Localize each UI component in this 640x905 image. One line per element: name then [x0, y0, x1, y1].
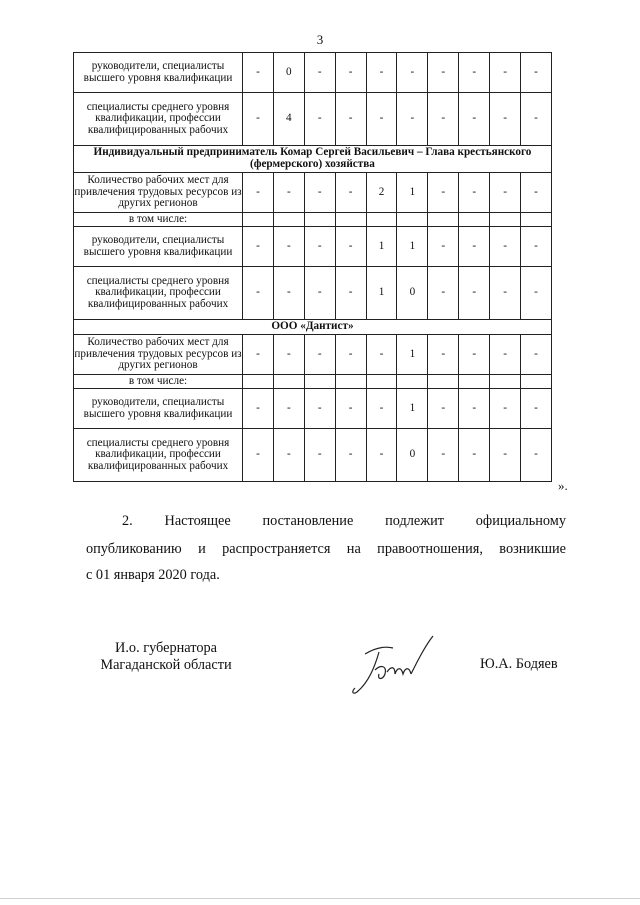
table-cell: - — [243, 227, 274, 267]
row-label: специалисты среднего уровня квалификации, профессии квалифицированных рабочих — [74, 267, 243, 320]
table-cell: - — [490, 389, 521, 429]
table-cell: - — [397, 53, 428, 93]
table-cell: - — [459, 429, 490, 482]
handwritten-signature — [345, 632, 445, 702]
empty-cell — [459, 375, 490, 389]
table-cell: - — [521, 335, 552, 375]
paragraph-line-3: с 01 января 2020 года. — [86, 567, 220, 583]
table-cell: - — [273, 335, 304, 375]
table-cell: - — [521, 173, 552, 213]
empty-cell — [335, 375, 366, 389]
table-cell: - — [243, 267, 274, 320]
table-cell: - — [459, 227, 490, 267]
empty-cell — [243, 213, 274, 227]
empty-cell — [521, 213, 552, 227]
table-cell: - — [335, 389, 366, 429]
empty-cell — [273, 213, 304, 227]
table-cell: - — [304, 267, 335, 320]
empty-cell — [490, 213, 521, 227]
table-cell: - — [304, 173, 335, 213]
table-cell: - — [273, 173, 304, 213]
subheader-row — [74, 375, 552, 389]
page-number: 3 — [316, 32, 324, 47]
paragraph-line-2: опубликованию и распространяется на правоотношения, возникшие — [86, 541, 566, 557]
table-cell: 1 — [397, 335, 428, 375]
table-row — [74, 173, 552, 213]
signatory-title — [0, 640, 332, 674]
table-cell: - — [521, 53, 552, 93]
table-cell: - — [428, 429, 459, 482]
table-cell: - — [273, 389, 304, 429]
table-cell: - — [304, 335, 335, 375]
table-cell: - — [490, 173, 521, 213]
empty-cell — [335, 213, 366, 227]
table-cell: - — [459, 53, 490, 93]
table-cell: - — [243, 389, 274, 429]
table-cell: - — [304, 227, 335, 267]
table-cell: - — [459, 335, 490, 375]
table-cell: - — [335, 173, 366, 213]
row-label: Количество рабочих мест для привлечения трудовых ресурсов из других регионов — [74, 335, 243, 375]
table-cell: - — [428, 173, 459, 213]
table-row — [74, 429, 552, 482]
empty-cell — [490, 375, 521, 389]
table-cell: 0 — [273, 53, 304, 93]
table-cell: - — [335, 267, 366, 320]
empty-cell — [304, 213, 335, 227]
table-cell: 1 — [397, 227, 428, 267]
table-cell: - — [273, 429, 304, 482]
table-cell: - — [335, 53, 366, 93]
subheader-row — [74, 213, 552, 227]
table-cell: - — [490, 93, 521, 146]
table-row — [74, 227, 552, 267]
table-cell: - — [243, 173, 274, 213]
row-label: специалисты среднего уровня квалификации, профессии квалифицированных рабочих — [74, 93, 243, 146]
subheader-label: в том числе: — [74, 375, 243, 389]
footer-divider — [0, 898, 640, 899]
table-cell: - — [243, 53, 274, 93]
table-cell: - — [521, 267, 552, 320]
table-cell: - — [366, 93, 397, 146]
employment-table — [73, 52, 552, 482]
section-title: Индивидуальный предприниматель Комар Сергей Васильевич – Глава крестьянского (фермерского) хозяйства — [74, 146, 552, 173]
table-row — [74, 389, 552, 429]
table-cell: - — [490, 429, 521, 482]
table-cell: - — [243, 335, 274, 375]
table-cell: - — [335, 227, 366, 267]
table-cell: - — [459, 93, 490, 146]
empty-cell — [366, 375, 397, 389]
section-title: ООО «Дантист» — [74, 320, 552, 335]
empty-cell — [397, 375, 428, 389]
table-cell: 1 — [397, 173, 428, 213]
row-label: Количество рабочих мест для привлечения трудовых ресурсов из других регионов — [74, 173, 243, 213]
table-cell: - — [521, 227, 552, 267]
table-cell: - — [521, 429, 552, 482]
row-label: руководители, специалисты высшего уровня квалификации — [74, 53, 243, 93]
table-cell: - — [490, 53, 521, 93]
table-cell: - — [521, 389, 552, 429]
table-cell: 1 — [397, 389, 428, 429]
table-cell: - — [428, 227, 459, 267]
table-cell: 0 — [397, 429, 428, 482]
table-cell: - — [273, 267, 304, 320]
table-cell: 1 — [366, 267, 397, 320]
table-cell: - — [243, 93, 274, 146]
table-cell: - — [428, 389, 459, 429]
table-cell: - — [459, 389, 490, 429]
empty-cell — [366, 213, 397, 227]
empty-cell — [243, 375, 274, 389]
empty-cell — [521, 375, 552, 389]
empty-cell — [397, 213, 428, 227]
section-row — [74, 320, 552, 335]
row-label: специалисты среднего уровня квалификации, профессии квалифицированных рабочих — [74, 429, 243, 482]
closing-quote: ». — [558, 478, 568, 493]
empty-cell — [273, 375, 304, 389]
table-cell: - — [428, 267, 459, 320]
table-cell: - — [459, 173, 490, 213]
subheader-label: в том числе: — [74, 213, 243, 227]
table-cell: - — [304, 93, 335, 146]
table-row — [74, 53, 552, 93]
table-cell: - — [335, 335, 366, 375]
empty-cell — [304, 375, 335, 389]
table-cell: - — [428, 335, 459, 375]
empty-cell — [428, 213, 459, 227]
table-cell: - — [490, 267, 521, 320]
paragraph-line-1: 2. Настоящее постановление подлежит официальному — [122, 513, 566, 529]
table-cell: - — [335, 429, 366, 482]
table-row — [74, 267, 552, 320]
table-cell: - — [428, 93, 459, 146]
table-cell: - — [366, 429, 397, 482]
table-row — [74, 335, 552, 375]
section-row — [74, 146, 552, 173]
table-cell: 2 — [366, 173, 397, 213]
table-cell: - — [335, 93, 366, 146]
row-label: руководители, специалисты высшего уровня квалификации — [74, 389, 243, 429]
row-label: руководители, специалисты высшего уровня квалификации — [74, 227, 243, 267]
table-cell: - — [366, 53, 397, 93]
table-cell: - — [243, 429, 274, 482]
table-cell: - — [366, 389, 397, 429]
table-cell: 1 — [366, 227, 397, 267]
table-cell: 4 — [273, 93, 304, 146]
signatory-name: Ю.А. Бодяев — [480, 656, 558, 672]
table-cell: - — [521, 93, 552, 146]
table-cell: - — [304, 429, 335, 482]
table-cell: - — [459, 267, 490, 320]
table-cell: - — [428, 53, 459, 93]
empty-cell — [459, 213, 490, 227]
table-cell: - — [490, 335, 521, 375]
table-cell: - — [397, 93, 428, 146]
empty-cell — [428, 375, 459, 389]
table-cell: - — [304, 389, 335, 429]
table-cell: 0 — [397, 267, 428, 320]
signatory-title-line-2: Магаданской области — [100, 657, 232, 673]
table-cell: - — [490, 227, 521, 267]
table-cell: - — [273, 227, 304, 267]
signatory-title-line-1: И.о. губернатора — [115, 640, 217, 656]
table-row — [74, 93, 552, 146]
table-cell: - — [304, 53, 335, 93]
table-cell: - — [366, 335, 397, 375]
